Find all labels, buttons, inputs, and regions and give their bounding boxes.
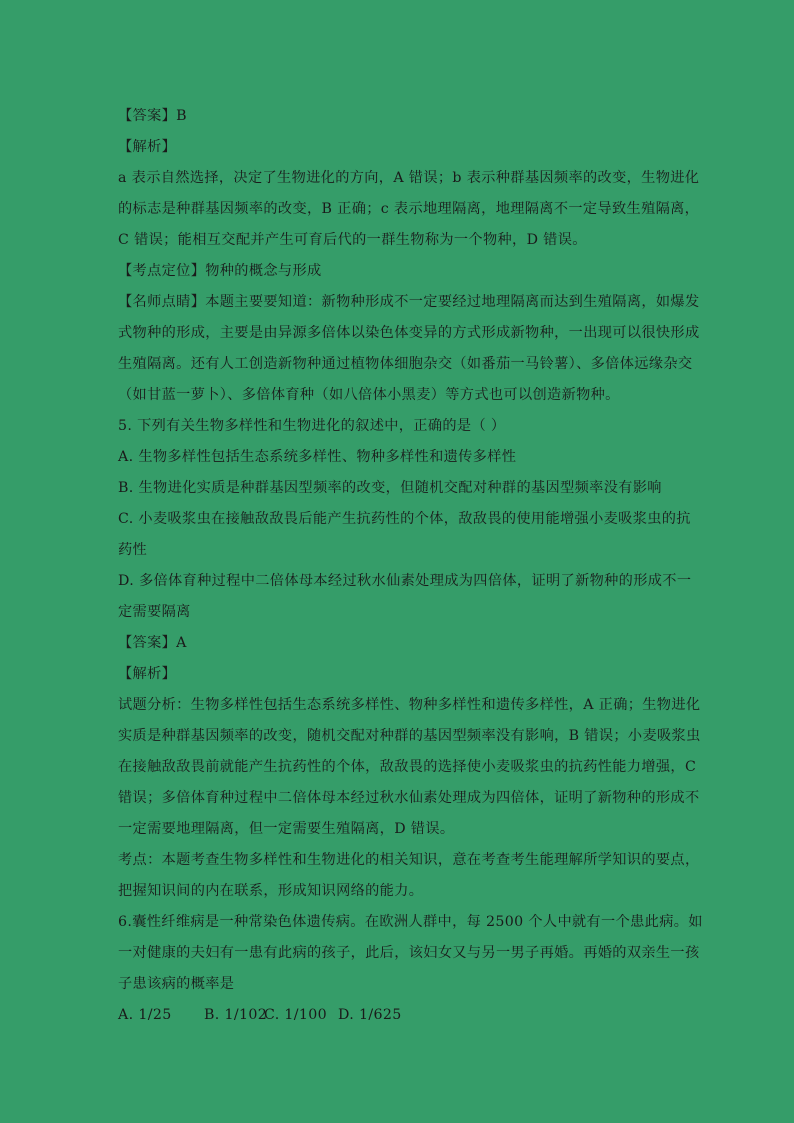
question-6-stem: 子患该病的概率是 (118, 976, 235, 992)
analysis-2-line: 试题分析：生物多样性包括生态系统多样性、物种多样性和遗传多样性，A 正确；生物进化 (118, 697, 701, 713)
analysis-text-line: a 表示自然选择，决定了生物进化的方向，A 错误；b 表示种群基因频率的改变，生物进化 (118, 170, 700, 186)
analysis-2-line: 错误；多倍体育种过程中二倍体母本经过秋水仙素处理成为四倍体，证明了新物种的形成不 (118, 790, 700, 806)
exam-point-2-line: 考点：本题考查生物多样性和生物进化的相关知识，意在考查考生能理解所学知识的要点， (118, 852, 700, 868)
question-6-options (118, 1000, 678, 1031)
question-6-stem: 6.囊性纤维病是一种常染色体遗传病。在欧洲人群中，每 2500 个人中就有一个患此病。如 (118, 914, 703, 930)
question-6-option-c: C. 1/100 (264, 1007, 328, 1023)
analysis-text-line: C 错误；能相互交配并产生可育后代的一群生物称为一个物种，D 错误。 (118, 232, 587, 248)
document-body (118, 101, 703, 1031)
question-5-option-d-cont: 定需要隔离 (118, 604, 191, 620)
question-5-option-b: B. 生物进化实质是种群基因型频率的改变，但随机交配对种群的基因型频率没有影响 (118, 480, 662, 496)
exam-point-line: 【考点定位】物种的概念与形成 (118, 263, 322, 279)
question-5-option-a: A. 生物多样性包括生态系统多样性、物种多样性和遗传多样性 (118, 449, 517, 465)
question-6-option-a: A. 1/25 (118, 1007, 172, 1023)
question-5-stem: 5. 下列有关生物多样性和生物进化的叙述中，正确的是（ ） (118, 418, 506, 434)
analysis-label-2: 【解析】 (118, 666, 177, 682)
question-6-option-b: B. 1/102 (204, 1007, 268, 1023)
question-5-option-d: D. 多倍体育种过程中二倍体母本经过秋水仙素处理成为四倍体，证明了新物种的形成不一 (118, 573, 692, 589)
analysis-2-line: 实质是种群基因频率的改变，随机交配对种群的基因型频率没有影响，B 错误；小麦吸浆虫 (118, 728, 701, 744)
answer-label-1: 【答案】B (118, 108, 187, 124)
teacher-note-line: 生殖隔离。还有人工创造新物种通过植物体细胞杂交（如番茄一马铃薯）、多倍体远缘杂交 (118, 356, 693, 372)
question-5-option-c-cont: 药性 (118, 542, 148, 558)
teacher-note-line: 式物种的形成，主要是由异源多倍体以染色体变异的方式形成新物种，一出现可以很快形成 (118, 325, 700, 341)
teacher-note-line: 【名师点睛】本题主要要知道：新物种形成不一定要经过地理隔离而达到生殖隔离，如爆发 (118, 294, 700, 310)
teacher-note-line: （如甘蓝一萝卜）、多倍体育种（如八倍体小黑麦）等方式也可以创造新物种。 (118, 387, 620, 403)
question-6-option-d: D. 1/625 (338, 1007, 402, 1023)
analysis-text-line: 的标志是种群基因频率的改变，B 正确；c 表示地理隔离，地理隔离不一定导致生殖隔离， (118, 201, 700, 217)
analysis-2-line: 在接触敌敌畏前就能产生抗药性的个体，敌敌畏的选择使小麦吸浆虫的抗药性能力增强，C (118, 759, 697, 775)
analysis-label-1: 【解析】 (118, 139, 177, 155)
exam-point-2-line: 把握知识间的内在联系，形成知识网络的能力。 (118, 883, 424, 899)
analysis-2-line: 一定需要地理隔离，但一定需要生殖隔离，D 错误。 (118, 821, 455, 837)
question-6-stem: 一对健康的夫妇有一患有此病的孩子，此后，该妇女又与另一男子再婚。再婚的双亲生一孩 (118, 945, 700, 961)
question-5-option-c: C. 小麦吸浆虫在接触敌敌畏后能产生抗药性的个体，敌敌畏的使用能增强小麦吸浆虫的抗 (118, 511, 691, 527)
answer-label-2: 【答案】A (118, 635, 187, 651)
